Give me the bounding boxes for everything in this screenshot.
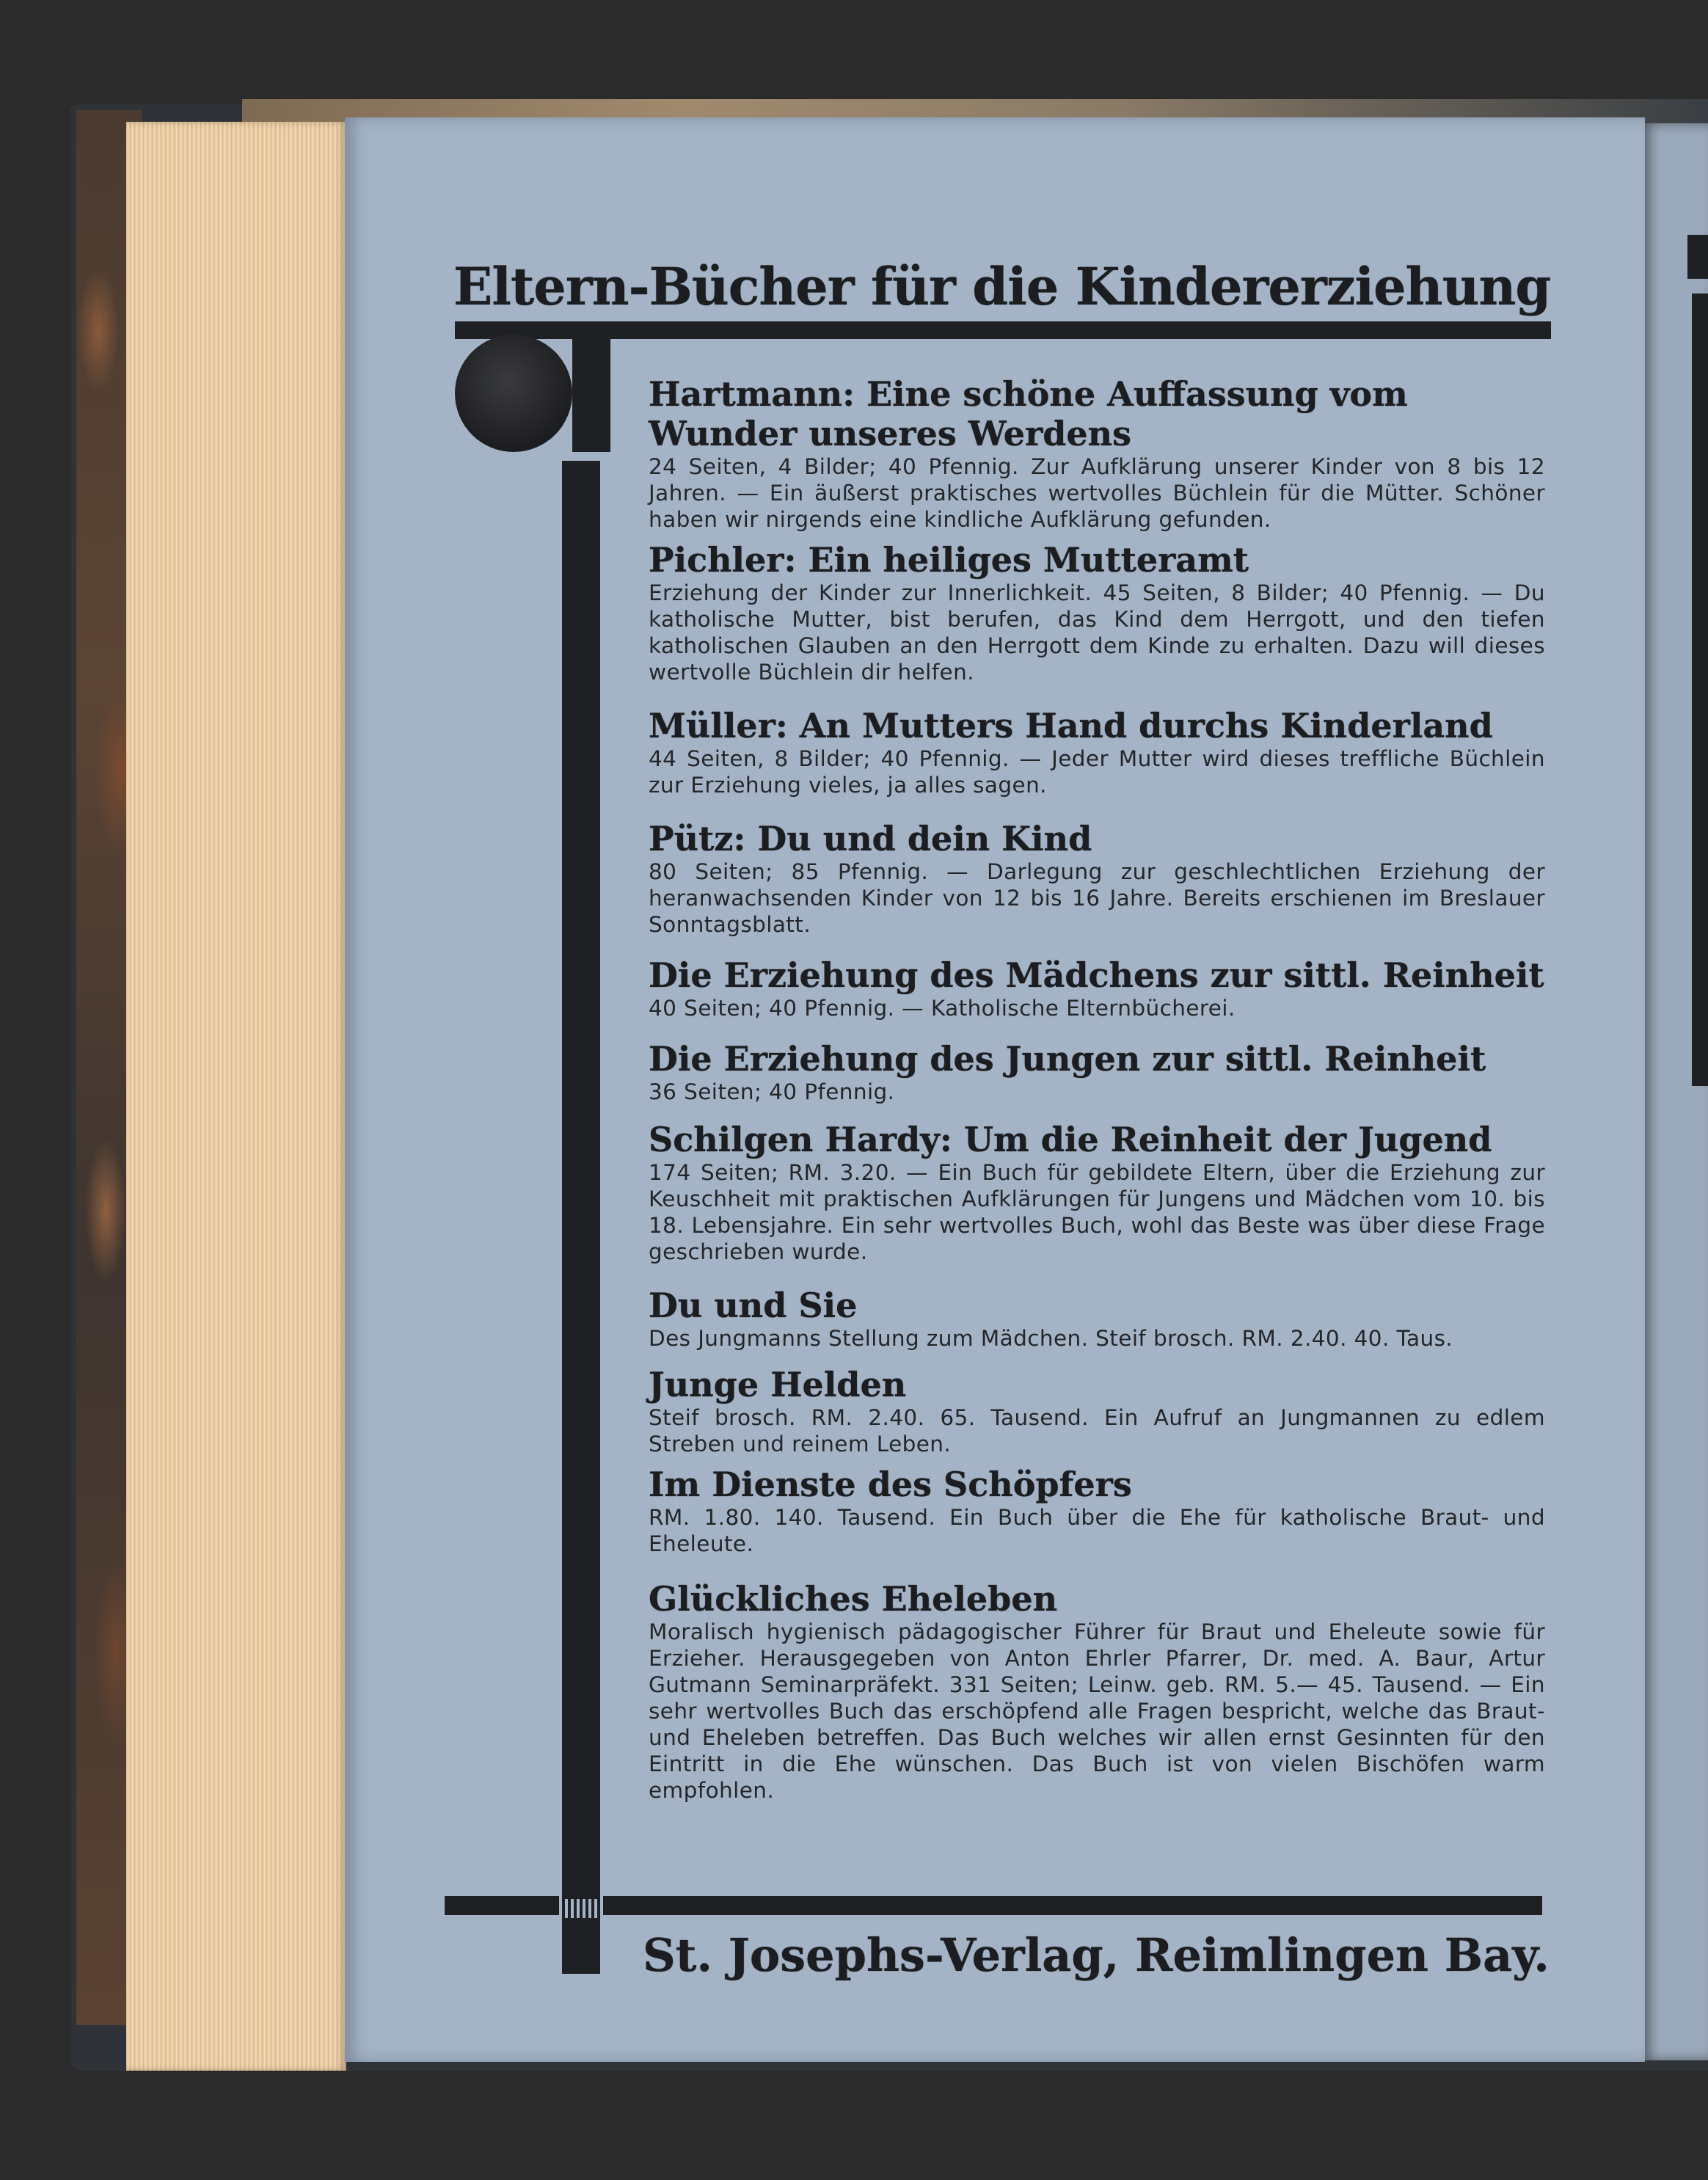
facing-page-rule — [1692, 294, 1708, 1086]
decorative-circle — [455, 335, 572, 452]
entry-title: Die Erziehung des Jungen zur sittl. Reinheit — [649, 1039, 1486, 1079]
entry-description: 80 Seiten; 85 Pfennig. — Darlegung zur geschlechtlichen Erziehung der heranwachsenden Kinder von 12 bis 16 Jahre. Bereits erschienen im Breslauer Sonntagsblatt. — [649, 859, 1545, 937]
list-item — [649, 819, 1545, 955]
bottom-rule-left — [445, 1896, 559, 1915]
vertical-rule-bottom — [562, 1918, 600, 1974]
title-rule — [455, 321, 1551, 339]
entry-description: 36 Seiten; 40 Pfennig. — [649, 1079, 895, 1104]
list-item — [649, 1465, 1545, 1579]
list-item — [649, 374, 1545, 540]
entry-title: Glückliches Eheleben — [649, 1579, 1058, 1619]
entry-title: Junge Helden — [649, 1365, 907, 1404]
list-item — [649, 1579, 1545, 1804]
entry-description: 24 Seiten, 4 Bilder; 40 Pfennig. Zur Aufklärung unserer Kinder von 8 bis 12 Jahren. — Ein äußerst praktisches wertvolles Büchlein für die Mütter. Schöner haben wir nirgends eine kindliche Aufklärung gefunden. — [649, 454, 1545, 532]
page-stack-edge — [126, 122, 346, 2071]
entry-description: 40 Seiten; 40 Pfennig. — Katholische Elternbücherei. — [649, 996, 1236, 1021]
vertical-rule-top — [572, 335, 610, 452]
list-item — [649, 706, 1545, 819]
entry-title: Im Dienste des Schöpfers — [649, 1465, 1132, 1504]
list-item — [649, 1120, 1545, 1286]
entry-title: Schilgen Hardy: Um die Reinheit der Jugend — [649, 1120, 1492, 1159]
entry-description: Des Jungmanns Stellung zum Mädchen. Steif brosch. RM. 2.40. 40. Taus. — [649, 1326, 1453, 1351]
entry-title: Pichler: Ein heiliges Mutteramt — [649, 540, 1249, 580]
entry-description: 174 Seiten; RM. 3.20. — Ein Buch für gebildete Eltern, über die Erziehung zur Keuschheit mit praktischen Aufklärungen für Jungens und Mädchen vom 10. bis 18. Lebensjahre. Ein sehr wertvolles Buch, wohl das Beste was über diese Frage geschrieben wurde. — [649, 1160, 1545, 1264]
page-title: Eltern-Bücher für die Kindererziehung — [453, 256, 1551, 317]
entry-description: 44 Seiten, 8 Bilder; 40 Pfennig. — Jeder Mutter wird dieses treffliche Büchlein zur Erziehung vieles, ja alles sagen. — [649, 746, 1545, 798]
vertical-rule — [562, 461, 600, 1896]
entry-title: Hartmann: Eine schöne Auffassung vom Wunder unseres Werdens — [649, 374, 1408, 453]
bottom-rule — [603, 1896, 1542, 1915]
entry-description: Steif brosch. RM. 2.40. 65. Tausend. Ein Aufruf an Jungmannen zu edlem Streben und reinem Leben. — [649, 1405, 1545, 1457]
book-list — [649, 374, 1545, 1804]
hatched-rule-joint — [562, 1896, 600, 1921]
entry-description: RM. 1.80. 140. Tausend. Ein Buch über die Ehe für katholische Braut- und Eheleute. — [649, 1505, 1545, 1556]
list-item — [649, 1039, 1545, 1120]
facing-page-rule — [1687, 235, 1708, 279]
entry-title: Müller: An Mutters Hand durchs Kinderland — [649, 706, 1493, 745]
publisher-imprint: St. Josephs-Verlag, Reimlingen Bay. — [643, 1928, 1550, 1982]
entry-description: Erziehung der Kinder zur Innerlichkeit. 45 Seiten, 8 Bilder; 40 Pfennig. — Du katholische Mutter, bist berufen, das Kind dem Herrgott, und den tiefen katholischen Glauben an den Herrgott dem Kinde zu erhalten. Dazu will dieses wertvolle Büchlein dir helfen. — [649, 580, 1545, 685]
list-item — [649, 1365, 1545, 1465]
entry-title: Du und Sie — [649, 1286, 858, 1325]
entry-description: Moralisch hygienisch pädagogischer Führer für Braut und Eheleute sowie für Erzieher. Herausgegeben von Anton Ehrler Pfarrer, Dr. med. A. Baur, Artur Gutmann Seminarpräfekt. 331 Seiten; Leinw. geb. RM. 5.— 45. Tausend. — Ein sehr wertvolles Buch das erschöpfend alle Fragen bespricht, welche das Braut- und Eheleben betreffen. Das Buch welches wir allen ernst Gesinnten für den Eintritt in die Ehe wünschen. Das Buch ist von vielen Bischöfen warm empfohlen. — [649, 1619, 1545, 1803]
list-item — [649, 540, 1545, 706]
list-item — [649, 1286, 1545, 1365]
entry-title: Pütz: Du und dein Kind — [649, 819, 1092, 858]
list-item — [649, 955, 1545, 1039]
entry-title: Die Erziehung des Mädchens zur sittl. Reinheit — [649, 955, 1544, 995]
